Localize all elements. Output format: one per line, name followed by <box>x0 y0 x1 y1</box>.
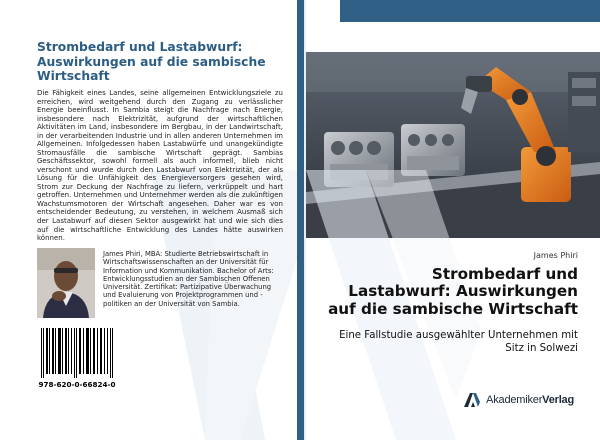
front-cover <box>306 0 600 440</box>
isbn: 978-620-0-66824-0 <box>38 380 116 389</box>
front-author: James Phiri <box>533 251 578 260</box>
front-title-line-1: Strombedarf und <box>431 265 578 283</box>
front-title <box>318 266 578 318</box>
back-blurb: Die Fähigkeit eines Landes, seine allgemeinen Entwicklungsziele zu erreichen, wird weitgehend durch den Zugang zu verlässlicher Energie beeinflusst. In Sambia steigt die Nachfrage nach Energie, insbesondere nach Elektrizität, aufgrund der wirtschaftlichen Aktivitäten im Land, insbesondere im Bergbau, in der Landwirtschaft, in der verarbeitenden Industrie und in allen anderen Unternehmen im Allgemeinen. Infolgedessen haben Lastabwürfe und unangekündigte Stromausfälle die sambische Wirtschaft geprägt. Sambias Geschäftssektor, sowohl formell als auch informell, blieb nicht verschont und wurde durch den Lastabwurf von Elektrizität, der als Lösung für die Unfähigkeit des Energieversorgers gesehen wird, Strom zur Deckung der Nachfrage zu liefern, verkrüppelt und hart getroffen. Unternehmen und Unternehmer werden als die zukünftigen Wachstumsmotoren der Wirtschaft angesehen. Daher war es von entscheidender Bedeutung, zu verstehen, in welchem Ausmaß sich der Lastabwurf auf diesen Sektor ausgewirkt hat und wie sich dies auf die wirtschaftliche Entwicklung des Landes hätte auswirken können. <box>37 89 283 243</box>
publisher <box>464 393 574 407</box>
publisher-av-logo <box>464 393 482 407</box>
front-watermark <box>306 0 600 440</box>
publisher-name <box>486 394 574 406</box>
back-cover <box>0 0 297 440</box>
front-title-line-2: Lastabwurf: Auswirkungen <box>348 282 578 301</box>
publisher-name-a: Akademiker <box>486 394 543 406</box>
front-title-line-3: auf die sambische Wirtschaft <box>328 299 578 318</box>
spine <box>297 0 304 440</box>
author-portrait <box>37 248 95 318</box>
publisher-name-b: Verlag <box>542 394 574 406</box>
back-title: Strombedarf und Lastabwurf: Auswirkungen auf die sambische Wirtschaft <box>37 40 266 83</box>
author-bio: James Phiri, MBA: Studierte Betriebswirtschaft in Wirtschaftswissenschaften an der Universität für Information und Kommunikation. Bachelor of Arts: Entwicklungsstudien an der Sambischen Offenen Universität. Zertifikat: Partizipative Überwachung und Evaluierung von Projektprogrammen und -politiken an der Universität von Sambia. <box>103 250 274 308</box>
front-subtitle: Eine Fallstudie ausgewählter Unternehmen mit Sitz in Solwezi <box>339 330 578 354</box>
barcode <box>37 326 117 378</box>
